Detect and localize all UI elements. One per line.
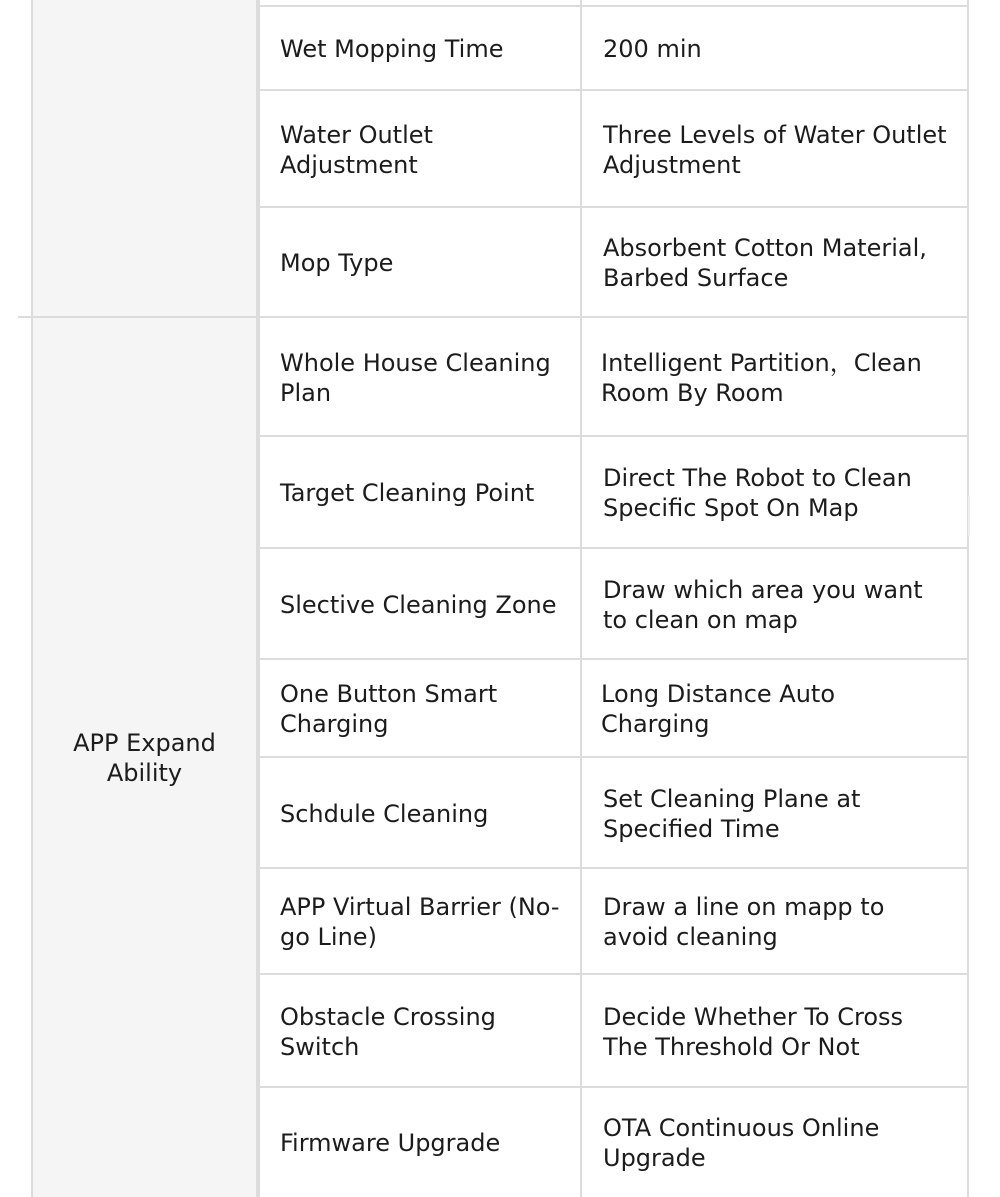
table-row [258, 5, 969, 91]
table-row [258, 756, 969, 869]
category-label: APP Expand Ability [73, 728, 216, 787]
value-cell: Long Distance Auto Charging [601, 680, 835, 738]
value-cell: Intelligent Partition，Clean Room By Room [601, 348, 922, 407]
table-row [258, 973, 969, 1088]
value-cell: Absorbent Cotton Material, Barbed Surface [603, 233, 927, 292]
feature-cell: Target Cleaning Point [260, 437, 582, 549]
value-cell: Decide Whether To Cross The Threshold Or Not [603, 1002, 904, 1061]
feature-cell: Slective Cleaning Zone [260, 549, 582, 660]
feature-cell: Whole House Cleaning Plan [260, 318, 582, 437]
feature-cell: Mop Type [260, 208, 582, 317]
feature-cell: APP Virtual Barrier (No-go Line) [260, 869, 582, 975]
category-cell-top [31, 0, 258, 318]
table-row [258, 206, 969, 317]
feature-cell: Schdule Cleaning [260, 758, 582, 869]
table-row [258, 658, 969, 758]
category-cell-app [31, 318, 258, 1197]
value-cell: Three Levels of Water Outlet Adjustment [603, 120, 947, 179]
feature-cell: Firmware Upgrade [260, 1088, 582, 1197]
table-row [258, 1086, 969, 1197]
value-cell: Direct The Robot to Clean Specific Spot On Map [603, 464, 912, 522]
edge-mark [968, 496, 970, 536]
value-cell: Draw a line on mapp to avoid cleaning [603, 893, 885, 951]
table-row [258, 316, 969, 437]
feature-cell: One Button Smart Charging [260, 660, 582, 758]
value-cell: OTA Continuous Online Upgrade [603, 1113, 880, 1172]
table-row [258, 89, 969, 208]
feature-cell: Water Outlet Adjustment [260, 91, 582, 208]
value-cell: Set Cleaning Plane at Specified Time [603, 784, 861, 843]
table-row [258, 435, 969, 549]
value-cell: 200 min [603, 35, 702, 63]
feature-cell: Wet Mopping Time [260, 7, 582, 91]
feature-cell: Obstacle Crossing Switch [260, 975, 582, 1088]
value-cell: Draw which area you want to clean on map [603, 575, 923, 634]
table-row [258, 547, 969, 660]
table-row [258, 867, 969, 975]
